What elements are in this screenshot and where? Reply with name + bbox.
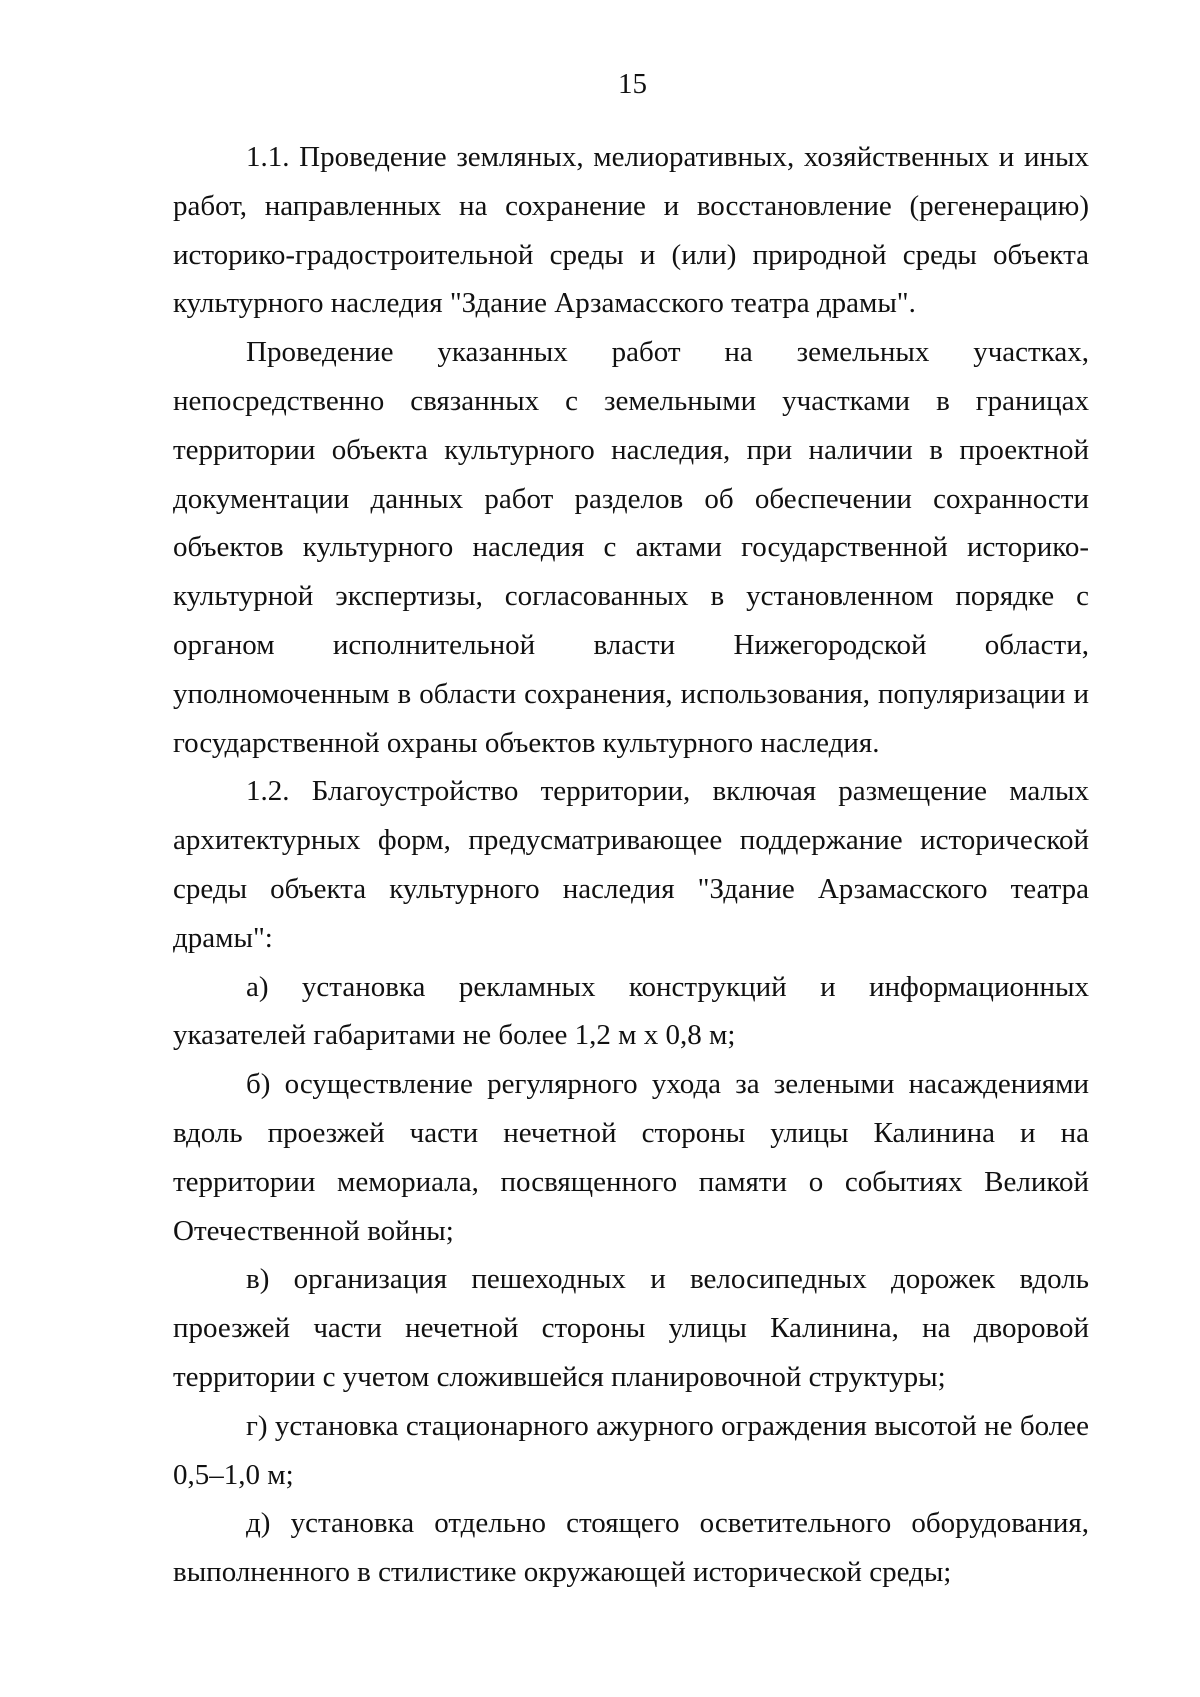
paragraph-1-1: 1.1. Проведение земляных, мелиоративных, хозяйственных и иных работ, направленных на сохранение и восстановление (регенерацию) историко-градостроительной среды и (или) природной среды объекта культурного наследия "Здание Арзамасского театра драмы". bbox=[173, 141, 1089, 320]
list-item-b: б) осуществление регулярного ухода за зелеными насаждениями вдоль проезжей части нечетной стороны улицы Калинина и на территории мемориала, посвященного памяти о событиях Великой Отечественной войны; bbox=[173, 1068, 1089, 1247]
page-number: 15 bbox=[618, 68, 647, 100]
paragraph-works-conditions: Проведение указанных работ на земельных участках, непосредственно связанных с земельными участками в границах территории объекта культурного наследия, при наличии в проектной документации данных работ разделов об обеспечении сохранности объектов культурного наследия с актами государственной историко-культурной экспертизы, согласованных в установленном порядке с органом исполнительной власти Нижегородской области, уполномоченным в области сохранения, использования, популяризации и государственной охраны объектов культурного наследия. bbox=[173, 336, 1089, 759]
list-item-g: г) установка стационарного ажурного ограждения высотой не более 0,5–1,0 м; bbox=[173, 1409, 1089, 1491]
list-item-a: а) установка рекламных конструкций и информационных указателей габаритами не более 1,2 м х 0,8 м; bbox=[173, 970, 1089, 1052]
list-item-d: д) установка отдельно стоящего осветительного оборудования, выполненного в стилистике окружающей исторической среды; bbox=[173, 1507, 1089, 1589]
document-body bbox=[173, 133, 1089, 1597]
list-item-v: в) организация пешеходных и велосипедных дорожек вдоль проезжей части нечетной стороны улицы Калинина, на дворовой территории с учетом сложившейся планировочной структуры; bbox=[173, 1263, 1089, 1393]
paragraph-1-2: 1.2. Благоустройство территории, включая размещение малых архитектурных форм, предусматривающее поддержание исторической среды объекта культурного наследия "Здание Арзамасского театра драмы": bbox=[173, 775, 1089, 954]
